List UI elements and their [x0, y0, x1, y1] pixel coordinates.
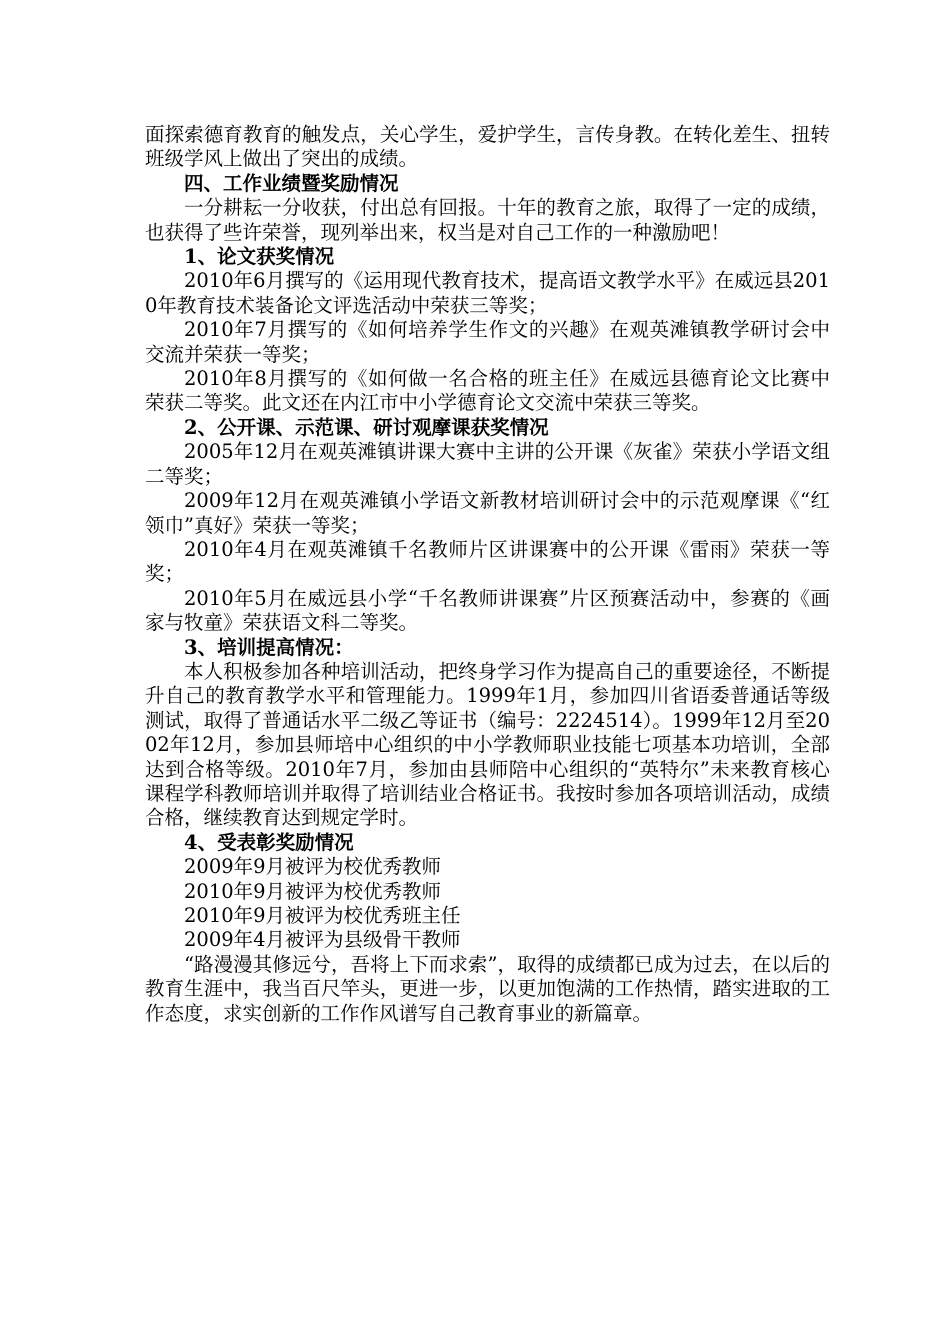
- list-item: 2009年9月被评为校优秀教师: [184, 855, 442, 879]
- paragraph-intro: 一分耕耘一分收获，付出总有回报。十年的教育之旅，取得了一定的成绩，也获得了些许荣誉，现列举出来，权当是对自己工作的一种激励吧！: [145, 196, 830, 244]
- paragraph-closing: “路漫漫其修远兮，吾将上下而求索”，取得的成绩都已成为过去，在以后的教育生涯中，我当百尺竿头，更进一步，以更加饱满的工作热情，踏实进取的工作态度，求实创新的工作作风谱写自己教育事业的新篇章。: [145, 952, 830, 1025]
- list-item: 2010年7月撰写的《如何培养学生作文的兴趣》在观英滩镇教学研讨会中交流并荣获一等奖；: [145, 318, 830, 366]
- document-page: [145, 123, 830, 1026]
- section-heading-achievements: 四、工作业绩暨奖励情况: [184, 171, 399, 195]
- list-item: 2009年12月在观英滩镇小学语文新教材培训研讨会中的示范观摩课《“红领巾”真好》荣获一等奖；: [145, 489, 830, 537]
- list-item: 2010年4月在观英滩镇千名教师片区讲课赛中的公开课《雷雨》荣获一等奖；: [145, 537, 830, 586]
- list-item: 2009年4月被评为县级骨干教师: [184, 928, 461, 952]
- list-item: 2010年5月在威远县小学“千名教师讲课赛”片区预赛活动中，参赛的《画家与牧童》荣获语文科二等奖。: [145, 586, 830, 635]
- paragraph-training: 本人积极参加各种培训活动，把终身学习作为提高自己的重要途径，不断提升自己的教育教学水平和管理能力。1999年1月，参加四川省语委普通话等级测试，取得了普通话水平二级乙等证书（编号：2224514）。1999年12月至2002年12月，参加县师培中心组织的中小学教师职业技能七项基本功培训，全部达到合格等级。2010年7月，参加由县师陪中心组织的“英特尔”未来教育核心课程学科教师培训并取得了培训结业合格证书。我按时参加各项培训活动，成绩合格，继续教育达到规定学时。: [145, 659, 830, 830]
- subheading-lessons: 2、公开课、示范课、研讨观摩课获奖情况: [184, 415, 549, 439]
- list-item: 2005年12月在观英滩镇讲课大赛中主讲的公开课《灰雀》荣获小学语文组二等奖；: [145, 440, 830, 488]
- list-item: 2010年8月撰写的《如何做一名合格的班主任》在威远县德育论文比赛中荣获二等奖。此文还在内江市中小学德育论文交流中荣获三等奖。: [145, 367, 830, 415]
- list-item: 2010年6月撰写的《运用现代教育技术，提高语文教学水平》在威远县2010年教育技术装备论文评选活动中荣获三等奖；: [145, 269, 830, 317]
- list-item: 2010年9月被评为校优秀教师: [184, 879, 442, 903]
- list-item: 2010年9月被评为校优秀班主任: [184, 904, 461, 927]
- subheading-papers: 1、论文获奖情况: [184, 245, 335, 269]
- subheading-training: 3、培训提高情况：: [184, 635, 354, 659]
- subheading-awards: 4、受表彰奖励情况: [184, 830, 354, 854]
- paragraph-continuation: 面探索德育教育的触发点，关心学生，爱护学生，言传身教。在转化差生、扭转班级学风上做出了突出的成绩。: [145, 123, 830, 171]
